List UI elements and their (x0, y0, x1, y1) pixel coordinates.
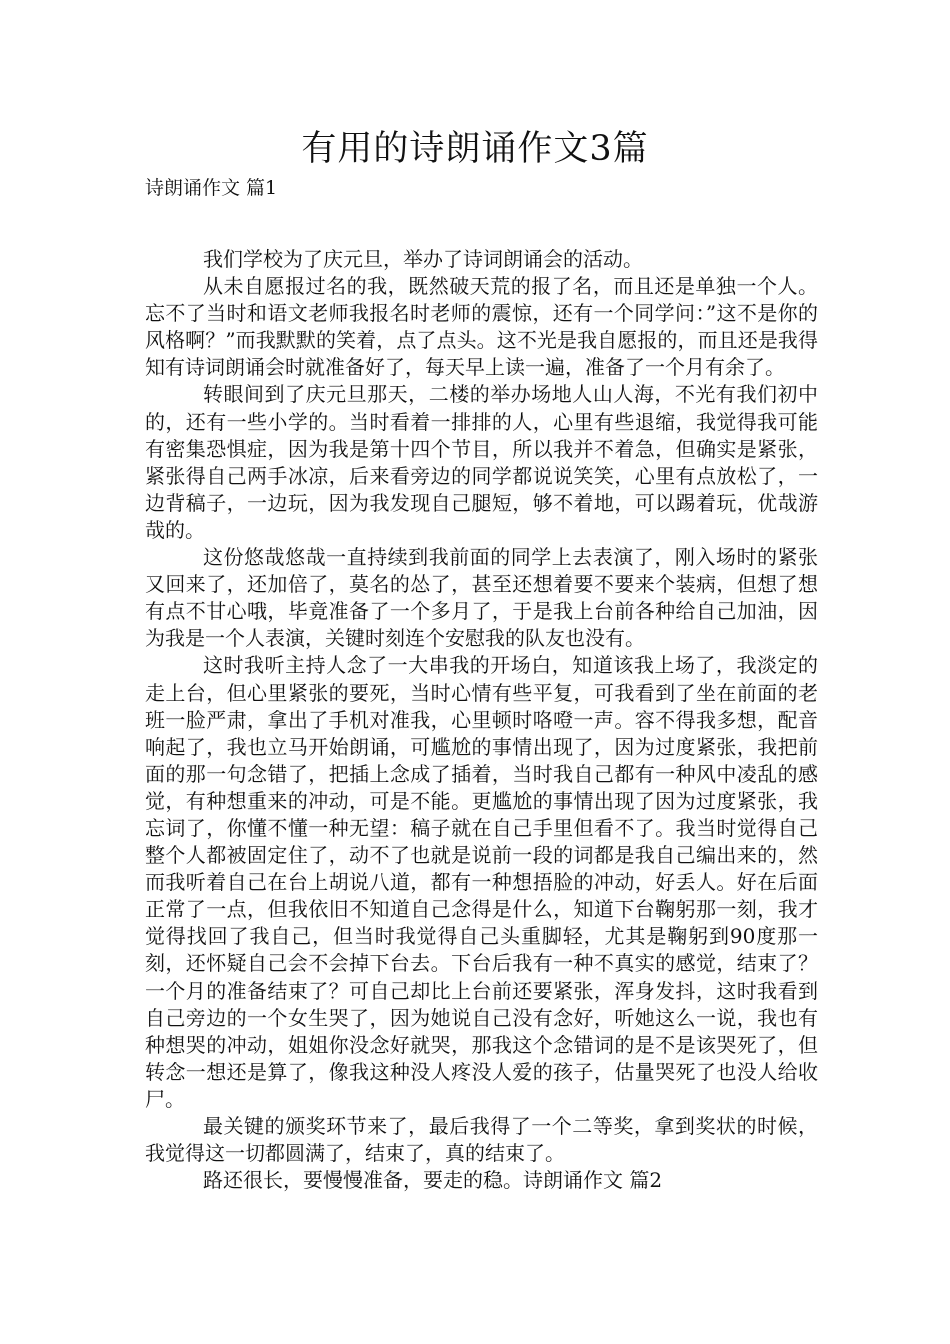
paragraph: 这时我听主持人念了一大串我的开场白，知道该我上场了，我淡定的走上台，但心里紧张的要死，当时心情有些平复，可我看到了坐在前面的老班一脸严肃，拿出了手机对准我，心里顿时咯噔一声。容不得我多想，配音响起了，我也立马开始朗诵，可尴尬的事情出现了，因为过度紧张，我把前面的那一句念错了，把插上念成了插着，当时我自己都有一种风中凌乱的感觉，有种想重来的冲动，可是不能。更尴尬的事情出现了因为过度紧张，我忘词了，你懂不懂一种无望：稿子就在自己手里但看不了。我当时觉得自己整个人都被固定住了，动不了也就是说前一段的词都是我自己编出来的，然而我听着自己在台上胡说八道，都有一种想捂脸的冲动，好丢人。好在后面正常了一点，但我依旧不知道自己念得是什么，知道下台鞠躬那一刻，我才觉得找回了我自己，但当时我觉得自己头重脚轻，尤其是鞠躬到90度那一刻，还怀疑自己会不会掉下台去。下台后我有一种不真实的感觉，结束了？一个月的准备结束了？可自己却比上台前还要紧张，浑身发抖，这时我看到自己旁边的一个女生哭了，因为她说自己没有念好，听她这么一说，我也有种想哭的冲动，姐姐你没念好就哭，那我这个念错词的是不是该哭死了，但转念一想还是算了，像我这种没人疼没人爱的孩子，估量哭死了也没人给收尸。 (145, 653, 818, 1111)
paragraph: 最关键的颁奖环节来了，最后我得了一个二等奖，拿到奖状的时候，我觉得这一切都圆满了，结束了，真的结束了。 (145, 1114, 818, 1166)
document-title: 有用的诗朗诵作文3篇 (301, 129, 649, 169)
paragraph: 这份悠哉悠哉一直持续到我前面的同学上去表演了，刚入场时的紧张又回来了，还加倍了，莫名的怂了，甚至还想着要不要来个装病，但想了想有点不甘心哦，毕竟准备了一个多月了，于是我上台前各种给自己加油，因为我是一个人表演，关键时刻连个安慰我的队友也没有。 (145, 545, 818, 651)
paragraph: 转眼间到了庆元旦那天，二楼的举办场地人山人海，不光有我们初中的，还有一些小学的。当时看着一排排的人，心里有些退缩，我觉得我可能有密集恐惧症，因为我是第十四个节目，所以我并不着急，但确实是紧张，紧张得自己两手冰凉，后来看旁边的同学都说说笑笑，心里有点放松了，一边背稿子，一边玩，因为我发现自己腿短，够不着地，可以踢着玩，优哉游哉的。 (145, 382, 818, 542)
paragraph: 我们学校为了庆元旦，举办了诗词朗诵会的活动。 (203, 247, 643, 271)
section-heading: 诗朗诵作文 篇1 (145, 177, 278, 199)
paragraph: 从未自愿报过名的我，既然破天荒的报了名，而且还是单独一个人。忘不了当时和语文老师我报名时老师的震惊，还有一个同学问：”这不是你的风格啊？”而我默默的笑着，点了点头。这不光是我自愿报的，而且还是我得知有诗词朗诵会时就准备好了，每天早上读一遍，准备了一个月有余了。 (145, 274, 818, 380)
paragraph: 路还很长，要慢慢准备，要走的稳。诗朗诵作文 篇2 (203, 1168, 663, 1193)
document-body (145, 246, 818, 1194)
